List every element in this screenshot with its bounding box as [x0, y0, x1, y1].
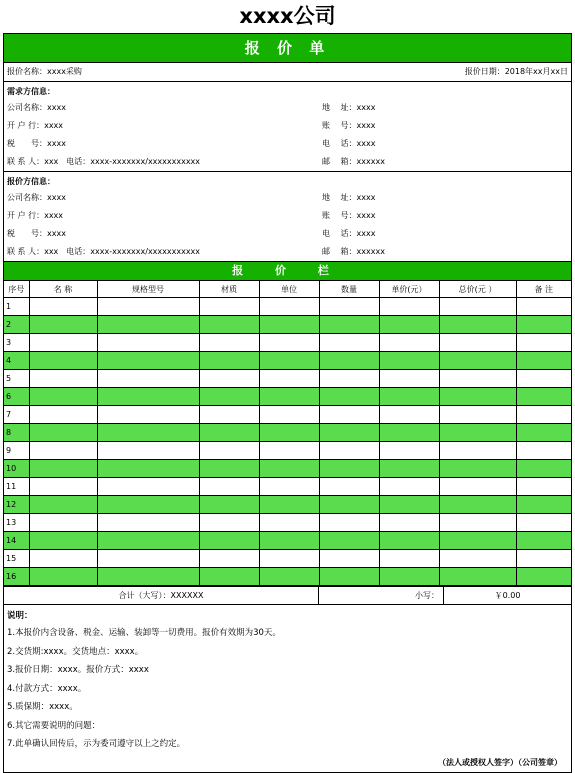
buyer-row: [7, 135, 568, 153]
table-row: [4, 550, 571, 568]
item-cell[interactable]: [319, 352, 379, 370]
row-number-cell[interactable]: 7: [4, 406, 29, 424]
item-cell[interactable]: [379, 388, 439, 406]
item-cell[interactable]: [379, 370, 439, 388]
table-title: 报 价 栏: [4, 262, 571, 281]
item-cell[interactable]: [379, 424, 439, 442]
total-uppercase: 合计（大写）：XXXXXX: [4, 587, 319, 604]
quotation-sheet: [3, 33, 572, 773]
buyer-field: 账 号：xxxx: [322, 121, 376, 130]
item-cell[interactable]: [439, 316, 516, 334]
buyer-field: 联 系 人：xxx 电话：xxxx-xxxxxxx/xxxxxxxxxxx: [7, 157, 201, 166]
item-cell[interactable]: [439, 352, 516, 370]
column-header: 数量: [319, 281, 379, 298]
item-cell[interactable]: [259, 388, 319, 406]
row-number-cell[interactable]: 1: [4, 298, 29, 316]
item-cell[interactable]: [97, 532, 199, 550]
item-cell[interactable]: [97, 424, 199, 442]
row-number-cell[interactable]: 5: [4, 370, 29, 388]
buyer-row: [7, 99, 568, 117]
table-row: [4, 478, 571, 496]
item-cell[interactable]: [319, 316, 379, 334]
item-cell[interactable]: [199, 388, 259, 406]
table-row: [4, 460, 571, 478]
seller-info-head: 报价方信息：: [7, 177, 55, 186]
item-cell[interactable]: [29, 406, 97, 424]
item-cell[interactable]: [199, 460, 259, 478]
item-cell[interactable]: [319, 550, 379, 568]
item-cell[interactable]: [439, 478, 516, 496]
item-cell[interactable]: [319, 514, 379, 532]
table-row: [4, 352, 571, 370]
item-cell[interactable]: [379, 298, 439, 316]
table-row: [4, 424, 571, 442]
item-cell[interactable]: [439, 568, 516, 586]
item-cell[interactable]: [97, 370, 199, 388]
quote-items-table: [4, 281, 571, 586]
item-cell[interactable]: [379, 478, 439, 496]
item-cell[interactable]: [259, 514, 319, 532]
buyer-info: [4, 82, 571, 172]
item-cell[interactable]: [199, 370, 259, 388]
column-header: 单价(元）: [379, 281, 439, 298]
item-cell[interactable]: [199, 478, 259, 496]
item-cell[interactable]: [439, 406, 516, 424]
column-header: 材质: [199, 281, 259, 298]
item-cell[interactable]: [516, 532, 571, 550]
table-row: [4, 442, 571, 460]
item-cell[interactable]: [319, 568, 379, 586]
item-cell[interactable]: [259, 316, 319, 334]
seller-row: [7, 189, 568, 207]
buyer-field: 电 话：xxxx: [322, 139, 376, 148]
item-cell[interactable]: [29, 568, 97, 586]
item-cell[interactable]: [516, 514, 571, 532]
seller-field: 开 户 行：xxxx: [7, 211, 64, 220]
seller-field: 账 号：xxxx: [322, 211, 376, 220]
item-cell[interactable]: [29, 496, 97, 514]
row-number-cell[interactable]: 13: [4, 514, 29, 532]
item-cell[interactable]: [199, 334, 259, 352]
item-cell[interactable]: [97, 388, 199, 406]
item-cell[interactable]: [97, 334, 199, 352]
item-cell[interactable]: [199, 514, 259, 532]
seller-row: [7, 225, 568, 243]
item-cell[interactable]: [439, 514, 516, 532]
item-cell[interactable]: [29, 460, 97, 478]
item-cell[interactable]: [97, 406, 199, 424]
row-number-cell[interactable]: 11: [4, 478, 29, 496]
table-row: [4, 514, 571, 532]
item-cell[interactable]: [29, 370, 97, 388]
item-cell[interactable]: [516, 316, 571, 334]
note-line: 5.质保期：xxxx。: [7, 702, 78, 712]
item-cell[interactable]: [319, 532, 379, 550]
row-number-cell[interactable]: 4: [4, 352, 29, 370]
table-body: [4, 298, 571, 586]
row-number-cell[interactable]: 12: [4, 496, 29, 514]
item-cell[interactable]: [199, 568, 259, 586]
item-cell[interactable]: [199, 316, 259, 334]
column-header: 单位: [259, 281, 319, 298]
table-row: [4, 316, 571, 334]
item-cell[interactable]: [516, 352, 571, 370]
column-header: 规格型号: [97, 281, 199, 298]
item-cell[interactable]: [439, 460, 516, 478]
item-cell[interactable]: [516, 550, 571, 568]
item-cell[interactable]: [259, 550, 319, 568]
note-line: 6.其它需要说明的问题：: [7, 720, 101, 731]
item-cell[interactable]: [319, 370, 379, 388]
total-lowercase-label: 小写：: [319, 587, 444, 604]
item-cell[interactable]: [29, 334, 97, 352]
signature-line: （法人或授权人签字）（公司签章）: [438, 757, 562, 767]
item-cell[interactable]: [29, 424, 97, 442]
seller-field: 联 系 人：xxx 电话：xxxx-xxxxxxx/xxxxxxxxxxx: [7, 247, 201, 256]
row-number-cell[interactable]: 16: [4, 568, 29, 586]
item-cell[interactable]: [29, 550, 97, 568]
note-line: 2.交货期:xxxx。交货地点：xxxx。: [7, 646, 144, 657]
item-cell[interactable]: [516, 334, 571, 352]
item-cell[interactable]: [29, 442, 97, 460]
item-cell[interactable]: [379, 496, 439, 514]
item-cell[interactable]: [97, 568, 199, 586]
item-cell[interactable]: [97, 352, 199, 370]
quote-date: 报价日期：2018年xx月xx日: [464, 67, 568, 76]
item-cell[interactable]: [516, 568, 571, 586]
item-cell[interactable]: [259, 424, 319, 442]
seller-field: 税 号：xxxx: [7, 229, 66, 238]
item-cell[interactable]: [259, 406, 319, 424]
item-cell[interactable]: [319, 298, 379, 316]
buyer-field: 公司名称：xxxx: [7, 103, 66, 112]
table-row: [4, 370, 571, 388]
item-cell[interactable]: [379, 406, 439, 424]
buyer-field: 税 号：xxxx: [7, 139, 66, 148]
quote-name: 报价名称：xxxx采购: [7, 67, 82, 76]
quote-meta-row: [4, 63, 571, 82]
item-cell[interactable]: [439, 370, 516, 388]
sheet-title: 报 价 单: [4, 34, 571, 63]
row-number-cell[interactable]: 6: [4, 388, 29, 406]
item-cell[interactable]: [439, 532, 516, 550]
table-row: [4, 496, 571, 514]
buyer-row: [7, 117, 568, 135]
item-cell[interactable]: [516, 460, 571, 478]
buyer-info-head: 需求方信息：: [7, 87, 55, 96]
item-cell[interactable]: [439, 334, 516, 352]
note-line: 7.此单确认回传后，示为委司遵守以上之约定。: [7, 739, 186, 749]
buyer-row: [7, 153, 568, 171]
item-cell[interactable]: [516, 370, 571, 388]
item-cell[interactable]: [379, 352, 439, 370]
row-number-cell[interactable]: 3: [4, 334, 29, 352]
item-cell[interactable]: [199, 352, 259, 370]
item-cell[interactable]: [199, 406, 259, 424]
item-cell[interactable]: [29, 352, 97, 370]
item-cell[interactable]: [29, 514, 97, 532]
buyer-field: 邮 箱：xxxxxx: [322, 157, 385, 166]
row-number-cell[interactable]: 15: [4, 550, 29, 568]
item-cell[interactable]: [319, 442, 379, 460]
table-row: [4, 334, 571, 352]
item-cell[interactable]: [259, 352, 319, 370]
table-row: [4, 532, 571, 550]
item-cell[interactable]: [199, 496, 259, 514]
item-cell[interactable]: [379, 550, 439, 568]
item-cell[interactable]: [29, 388, 97, 406]
item-cell[interactable]: [97, 298, 199, 316]
row-number-cell[interactable]: 14: [4, 532, 29, 550]
item-cell[interactable]: [259, 568, 319, 586]
item-cell[interactable]: [379, 316, 439, 334]
item-cell[interactable]: [439, 496, 516, 514]
item-cell[interactable]: [97, 514, 199, 532]
item-cell[interactable]: [199, 424, 259, 442]
item-cell[interactable]: [439, 442, 516, 460]
item-cell[interactable]: [319, 334, 379, 352]
column-header: 名 称: [29, 281, 97, 298]
seller-row: [7, 207, 568, 225]
table-header-row: [4, 281, 571, 298]
item-cell[interactable]: [97, 496, 199, 514]
seller-field: 邮 箱：xxxxxx: [322, 247, 385, 256]
item-cell[interactable]: [199, 532, 259, 550]
note-line: 1.本报价内含设备、税金、运输、装卸等一切费用。报价有效期为30天。: [7, 628, 281, 638]
item-cell[interactable]: [319, 496, 379, 514]
item-cell[interactable]: [97, 478, 199, 496]
table-row: [4, 568, 571, 586]
note-line: 3.报价日期：xxxx。报价方式：xxxx: [7, 665, 149, 675]
item-cell[interactable]: [516, 298, 571, 316]
seller-field: 地 址：xxxx: [322, 193, 376, 202]
item-cell[interactable]: [259, 478, 319, 496]
item-cell[interactable]: [259, 532, 319, 550]
row-number-cell[interactable]: 8: [4, 424, 29, 442]
item-cell[interactable]: [29, 532, 97, 550]
seller-field: 电 话：xxxx: [322, 229, 376, 238]
item-cell[interactable]: [319, 478, 379, 496]
item-cell[interactable]: [319, 406, 379, 424]
item-cell[interactable]: [97, 316, 199, 334]
item-cell[interactable]: [199, 550, 259, 568]
item-cell[interactable]: [259, 334, 319, 352]
item-cell[interactable]: [516, 388, 571, 406]
item-cell[interactable]: [379, 514, 439, 532]
seller-field: 公司名称：xxxx: [7, 193, 66, 202]
item-cell[interactable]: [379, 460, 439, 478]
item-cell[interactable]: [259, 442, 319, 460]
row-number-cell[interactable]: 2: [4, 316, 29, 334]
item-cell[interactable]: [439, 388, 516, 406]
table-row: [4, 298, 571, 316]
item-cell[interactable]: [259, 460, 319, 478]
item-cell[interactable]: [97, 460, 199, 478]
item-cell[interactable]: [259, 298, 319, 316]
item-cell[interactable]: [319, 424, 379, 442]
table-row: [4, 388, 571, 406]
item-cell[interactable]: [29, 316, 97, 334]
table-row: [4, 406, 571, 424]
column-header: 总价(元 ）: [439, 281, 516, 298]
item-cell[interactable]: [439, 424, 516, 442]
company-title: xxxx公司: [239, 4, 336, 28]
column-header: 序号: [4, 281, 29, 298]
column-header: 备 注: [516, 281, 571, 298]
note-line: 4.付款方式：xxxx。: [7, 683, 87, 694]
notes-head: 说明：: [7, 611, 33, 621]
notes-section: [4, 605, 571, 772]
item-cell[interactable]: [379, 568, 439, 586]
item-cell[interactable]: [199, 442, 259, 460]
item-cell[interactable]: [29, 478, 97, 496]
item-cell[interactable]: [199, 298, 259, 316]
item-cell[interactable]: [259, 496, 319, 514]
item-cell[interactable]: [319, 388, 379, 406]
item-cell[interactable]: [516, 406, 571, 424]
item-cell[interactable]: [379, 532, 439, 550]
item-cell[interactable]: [97, 442, 199, 460]
buyer-field: 开 户 行：xxxx: [7, 121, 64, 130]
seller-info: [4, 172, 571, 262]
row-number-cell[interactable]: 10: [4, 460, 29, 478]
item-cell[interactable]: [379, 442, 439, 460]
total-amount: ￥0.00: [494, 591, 521, 600]
item-cell[interactable]: [97, 550, 199, 568]
item-cell[interactable]: [439, 298, 516, 316]
item-cell[interactable]: [379, 334, 439, 352]
row-number-cell[interactable]: 9: [4, 442, 29, 460]
item-cell[interactable]: [439, 550, 516, 568]
item-cell[interactable]: [319, 460, 379, 478]
seller-row: [7, 243, 568, 261]
item-cell[interactable]: [516, 442, 571, 460]
item-cell[interactable]: [259, 370, 319, 388]
item-cell[interactable]: [29, 298, 97, 316]
item-cell[interactable]: [516, 424, 571, 442]
buyer-field: 地 址：xxxx: [322, 103, 376, 112]
item-cell[interactable]: [516, 478, 571, 496]
item-cell[interactable]: [516, 496, 571, 514]
totals-row: [4, 586, 571, 605]
